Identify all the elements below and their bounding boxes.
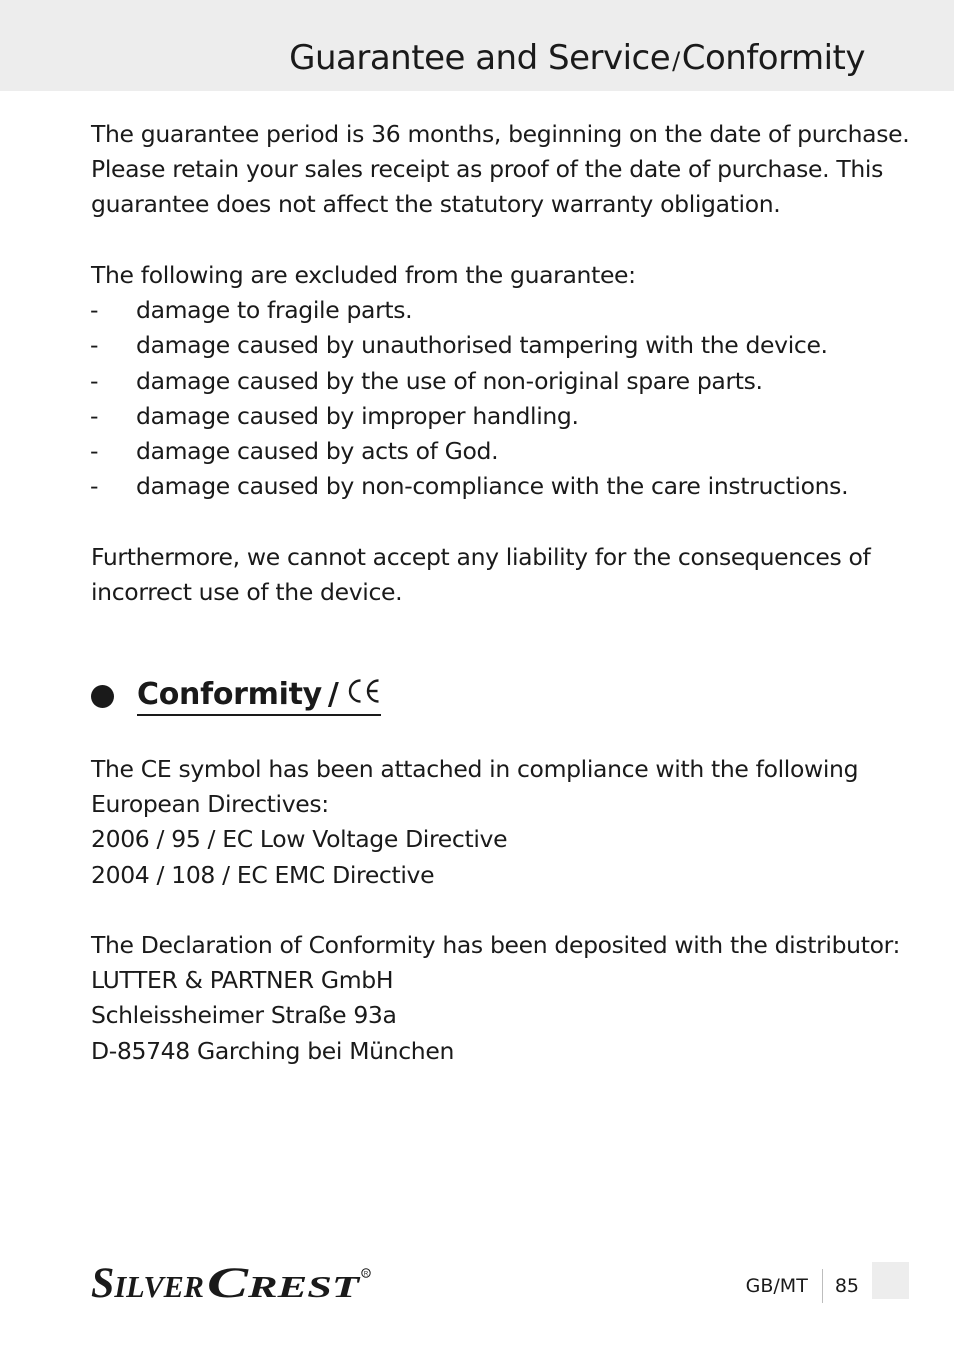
declaration-paragraph — [91, 928, 901, 1069]
bullet-dash: - — [90, 296, 99, 325]
region-code: GB/MT — [745, 1275, 808, 1297]
conformity-heading-separator: / — [327, 676, 339, 712]
bullet-dash: - — [90, 331, 99, 360]
svg-text:R: R — [363, 1271, 369, 1278]
exclusions-heading: The following are excluded from the guarantee: — [91, 261, 636, 289]
list-item-text: damage caused by acts of God. — [136, 437, 499, 466]
text-line: 2006 / 95 / EC Low Voltage Directive — [91, 825, 508, 854]
guarantee-exclusions — [91, 258, 881, 504]
list-item-text: damage caused by improper handling. — [136, 401, 579, 430]
list-item-text: damage to fragile parts. — [136, 296, 413, 325]
text-line: Schleissheimer Straße 93a — [91, 1001, 397, 1030]
text-line: The CE symbol has been attached in compliance with the following — [91, 755, 859, 783]
list-item — [91, 293, 881, 328]
page-title — [289, 38, 865, 78]
ce-mark-icon — [345, 677, 381, 712]
page-title-separator: / — [672, 47, 680, 75]
conformity-heading-label: Conformity — [137, 676, 322, 712]
page-title-main: Guarantee and Service — [289, 38, 671, 78]
list-item-text: damage caused by non-compliance with the care instructions. — [136, 472, 849, 501]
conformity-heading-text — [137, 677, 381, 716]
bullet-dash: - — [90, 437, 99, 466]
list-item — [91, 364, 881, 399]
silvercrest-logo — [91, 1260, 376, 1308]
svg-text:SILVER: SILVER — [91, 1260, 207, 1304]
text-line: D-85748 Garching bei München — [91, 1036, 454, 1065]
bullet-dash: - — [90, 366, 99, 395]
text-line: 2004 / 108 / EC EMC Directive — [91, 860, 435, 889]
list-item — [91, 399, 881, 434]
text-line: The guarantee period is 36 months, beginning on the date of purchase. — [91, 120, 910, 148]
liability-paragraph — [91, 540, 881, 610]
text-line: Furthermore, we cannot accept any liability for the consequences of — [91, 543, 871, 571]
list-item — [91, 328, 881, 363]
list-item — [91, 469, 881, 504]
list-item-text: damage caused by the use of non-original spare parts. — [136, 366, 763, 395]
text-line: Please retain your sales receipt as proof of the date of purchase. This — [91, 155, 884, 184]
bullet-dash: - — [90, 401, 99, 430]
guarantee-intro — [91, 117, 910, 223]
text-line: guarantee does not affect the statutory warranty obligation. — [91, 190, 781, 219]
directives-paragraph — [91, 752, 881, 893]
text-line: The Declaration of Conformity has been deposited with the distributor: — [91, 931, 901, 959]
page-header — [0, 0, 954, 91]
text-line: LUTTER & PARTNER GmbH — [91, 966, 394, 995]
page-number: 85 — [834, 1275, 859, 1297]
list-item-text: damage caused by unauthorised tampering with the device. — [136, 331, 828, 360]
conformity-heading — [91, 674, 381, 718]
page-title-sub: Conformity — [681, 38, 865, 78]
page-footer — [746, 1269, 859, 1303]
bullet-dash: - — [90, 472, 99, 501]
svg-text:CREST: C REST — [207, 1260, 326, 1304]
page-edge-tab — [872, 1262, 909, 1299]
bullet-dot-icon — [91, 685, 114, 708]
footer-divider — [822, 1269, 823, 1303]
exclusions-list — [91, 293, 881, 504]
text-line: incorrect use of the device. — [91, 578, 403, 607]
text-line: European Directives: — [91, 790, 329, 819]
list-item — [91, 434, 881, 469]
